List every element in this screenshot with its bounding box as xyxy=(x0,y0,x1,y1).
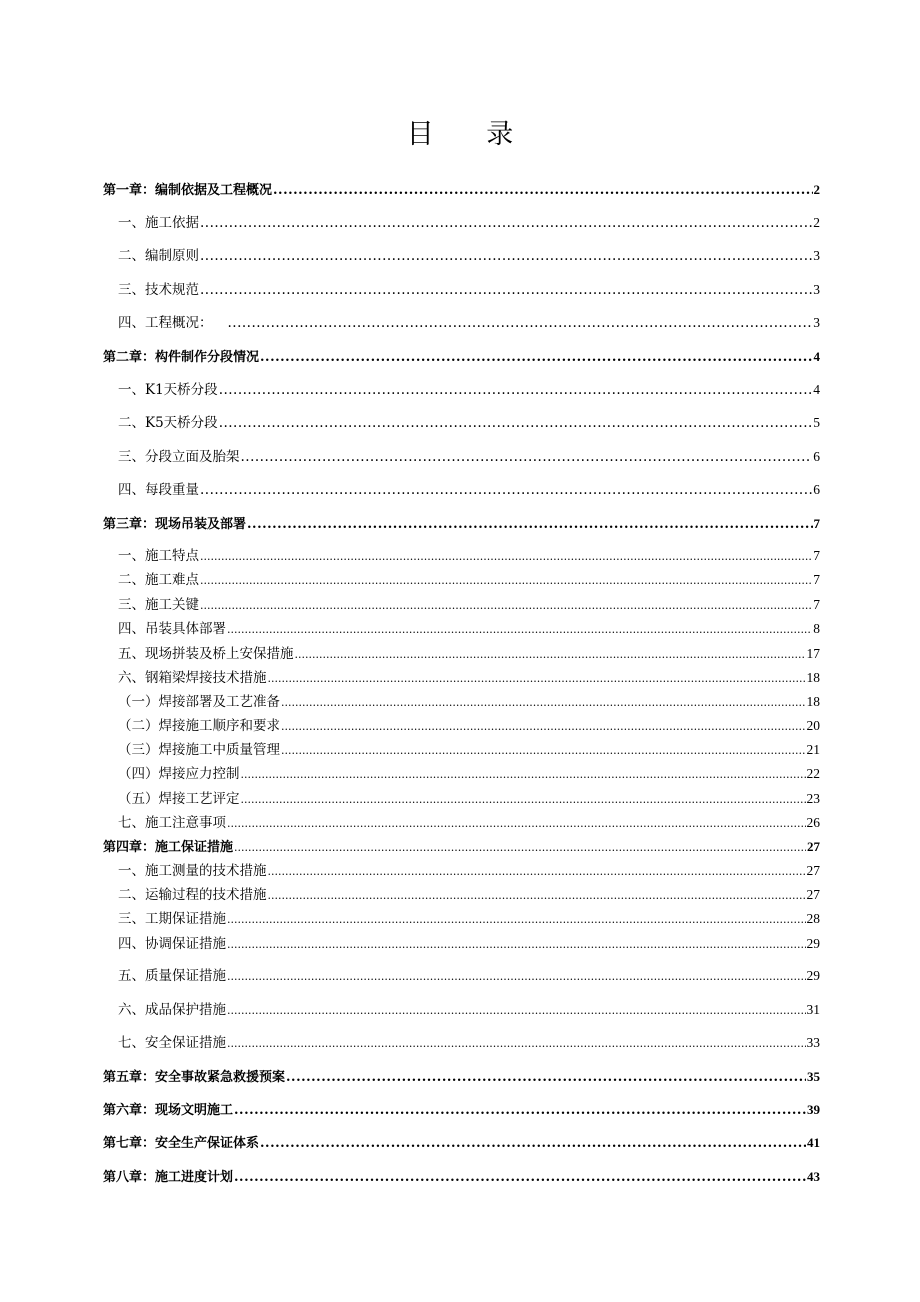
toc-entry[interactable] xyxy=(118,693,820,712)
toc-leader xyxy=(227,1035,806,1053)
toc-page-number: 8 xyxy=(813,621,820,636)
toc-entry[interactable] xyxy=(118,741,820,760)
toc-entry-label: 一、施工依据 xyxy=(118,215,199,231)
toc-leader xyxy=(273,182,812,200)
toc-entry[interactable] xyxy=(103,1068,820,1087)
toc-entry[interactable] xyxy=(118,314,820,332)
toc-page-number: 29 xyxy=(806,968,820,983)
toc-leader xyxy=(200,247,812,265)
toc-page-number: 41 xyxy=(807,1135,820,1150)
toc-leader xyxy=(200,214,812,232)
toc-entry-label: 二、编制原则 xyxy=(118,248,199,264)
toc-entry[interactable] xyxy=(118,596,820,615)
toc-leader xyxy=(227,1002,806,1020)
toc-entry-label: 三、分段立面及胎架 xyxy=(118,449,240,465)
toc-leader xyxy=(268,863,806,881)
page-title: 目 录 xyxy=(406,119,536,150)
toc-entry-label: 三、施工关键 xyxy=(118,597,199,613)
toc-page-number: 29 xyxy=(806,936,820,951)
toc-page-number: 21 xyxy=(806,742,820,757)
toc-leader xyxy=(268,670,806,688)
toc-entry-label: 第四章：施工保证措施 xyxy=(103,840,234,855)
toc-leader xyxy=(281,742,806,760)
toc-entry[interactable] xyxy=(118,886,820,905)
toc-leader xyxy=(219,414,813,432)
toc-entry[interactable] xyxy=(118,862,820,881)
toc-leader xyxy=(295,646,806,664)
toc-entry-label: 三、技术规范 xyxy=(118,282,199,298)
toc-entry-label: 四、每段重量 xyxy=(118,482,199,498)
toc-page-number: 23 xyxy=(806,791,820,806)
toc-leader xyxy=(241,766,806,784)
toc-entry-label: 四、工程概况： xyxy=(118,315,213,331)
toc-leader xyxy=(286,1069,806,1087)
toc-page-number: 28 xyxy=(806,911,820,926)
toc-page-number: 7 xyxy=(813,572,820,587)
toc-entry-label: 二、运输过程的技术措施 xyxy=(118,887,267,903)
toc-leader xyxy=(227,621,812,639)
toc-page-number: 5 xyxy=(813,415,820,430)
toc-entry[interactable] xyxy=(118,281,820,299)
toc-leader xyxy=(200,481,812,499)
toc-leader xyxy=(241,448,813,466)
toc-entry[interactable] xyxy=(103,1134,820,1153)
toc-page-number: 27 xyxy=(807,839,820,854)
toc-entry[interactable] xyxy=(118,645,820,664)
toc-page-number: 2 xyxy=(813,215,820,230)
toc-leader xyxy=(219,381,813,399)
toc-leader xyxy=(227,968,806,986)
toc-entry-label: 一、施工测量的技术措施 xyxy=(118,863,267,879)
toc-entry[interactable] xyxy=(118,717,820,736)
toc-leader xyxy=(268,887,806,905)
toc-entry[interactable] xyxy=(103,1101,820,1120)
toc-leader xyxy=(260,349,812,367)
toc-page-number: 7 xyxy=(813,597,820,612)
toc-entry[interactable] xyxy=(118,1001,820,1020)
toc-leader xyxy=(200,572,812,590)
toc-entry-label: 四、协调保证措施 xyxy=(118,936,226,952)
toc-entry-label: 第三章：现场吊装及部署 xyxy=(103,517,247,532)
toc-entry-label: 一、K1天桥分段 xyxy=(118,382,218,398)
toc-entry[interactable] xyxy=(103,1168,820,1187)
toc-page-number: 33 xyxy=(806,1035,820,1050)
toc-leader xyxy=(241,791,806,809)
toc-entry[interactable] xyxy=(118,481,820,499)
toc-page-number: 31 xyxy=(806,1002,820,1017)
toc-page-number: 17 xyxy=(806,646,820,661)
toc-entry-label: 三、工期保证措施 xyxy=(118,911,226,927)
toc-leader xyxy=(281,718,806,736)
toc-page-number: 3 xyxy=(813,282,820,297)
toc-page-number: 27 xyxy=(806,887,820,902)
toc-entry-label: （二）焊接施工顺序和要求 xyxy=(118,718,280,734)
toc-entry-label: （一）焊接部署及工艺准备 xyxy=(118,694,280,710)
toc-leader xyxy=(200,548,812,566)
toc-page-number: 27 xyxy=(806,863,820,878)
toc-entry-label: 一、施工特点 xyxy=(118,548,199,564)
toc-leader xyxy=(200,597,812,615)
toc-page-number: 4 xyxy=(813,349,820,364)
toc-entry[interactable] xyxy=(118,790,820,809)
toc-page-number: 18 xyxy=(806,670,820,685)
toc-entry[interactable] xyxy=(118,669,820,688)
toc-entry[interactable] xyxy=(103,515,820,534)
toc-leader xyxy=(228,314,813,332)
toc-entry[interactable] xyxy=(118,935,820,954)
toc-page-number: 6 xyxy=(813,482,820,497)
toc-entry-label: （四）焊接应力控制 xyxy=(118,766,240,782)
toc-entry[interactable] xyxy=(118,967,820,986)
toc-entry-label: 六、钢箱梁焊接技术措施 xyxy=(118,670,267,686)
toc-entry[interactable] xyxy=(118,247,820,265)
toc-entry-label: 七、施工注意事项 xyxy=(118,815,226,831)
toc-entry[interactable] xyxy=(118,414,820,432)
toc-page-number: 3 xyxy=(813,315,820,330)
toc-entry-label: 七、安全保证措施 xyxy=(118,1035,226,1051)
toc-page-number: 4 xyxy=(813,382,820,397)
toc-entry[interactable] xyxy=(118,448,820,466)
toc-entry[interactable] xyxy=(118,381,820,399)
toc-entry-label: 第五章：安全事故紧急救援预案 xyxy=(103,1070,286,1085)
toc-page-number: 6 xyxy=(813,449,820,464)
toc-page-number: 18 xyxy=(806,694,820,709)
toc-entry[interactable] xyxy=(118,620,820,639)
toc-leader xyxy=(200,281,812,299)
toc-entry-label: 五、现场拼装及桥上安保措施 xyxy=(118,646,294,662)
toc-entry-label: 第一章：编制依据及工程概况 xyxy=(103,183,273,198)
toc-page-number: 3 xyxy=(813,248,820,263)
toc-leader xyxy=(281,694,806,712)
toc-entry[interactable] xyxy=(103,348,820,367)
toc-entry-label: 二、施工难点 xyxy=(118,572,199,588)
toc-page-number: 20 xyxy=(806,718,820,733)
toc-entry-label: 第七章：安全生产保证体系 xyxy=(103,1136,260,1151)
toc-page-number: 39 xyxy=(807,1102,820,1117)
toc-leader xyxy=(247,516,812,534)
toc-entry[interactable] xyxy=(118,814,820,833)
toc-page-number: 7 xyxy=(813,516,820,531)
toc-leader xyxy=(227,815,806,833)
toc-entry-label: 二、K5天桥分段 xyxy=(118,415,218,431)
toc-page-number: 22 xyxy=(806,766,820,781)
toc-entry-label: （三）焊接施工中质量管理 xyxy=(118,742,280,758)
toc-entry[interactable] xyxy=(103,181,820,200)
toc-entry-label: （五）焊接工艺评定 xyxy=(118,791,240,807)
toc-entry[interactable] xyxy=(118,547,820,566)
toc-page-number: 35 xyxy=(807,1069,820,1084)
toc-page-number: 26 xyxy=(806,815,820,830)
toc-leader xyxy=(227,936,806,954)
toc-leader xyxy=(260,1135,806,1153)
toc-entry[interactable] xyxy=(118,214,820,232)
toc-leader xyxy=(234,839,806,857)
toc-entry[interactable] xyxy=(118,910,820,929)
toc-entry[interactable] xyxy=(118,765,820,784)
toc-entry[interactable] xyxy=(103,838,820,857)
toc-leader xyxy=(234,1169,806,1187)
toc-entry-label: 第八章：施工进度计划 xyxy=(103,1170,234,1185)
toc-leader xyxy=(234,1102,806,1120)
toc-page-number: 2 xyxy=(813,182,820,197)
toc-page-number: 43 xyxy=(807,1169,820,1184)
toc-page-number: 7 xyxy=(813,548,820,563)
toc-entry-label: 六、成品保护措施 xyxy=(118,1002,226,1018)
toc-entry[interactable] xyxy=(118,1034,820,1053)
toc-entry-label: 四、吊装具体部署 xyxy=(118,621,226,637)
toc-entry-label: 第六章：现场文明施工 xyxy=(103,1103,234,1118)
toc-entry-label: 第二章：构件制作分段情况 xyxy=(103,350,260,365)
toc-entry[interactable] xyxy=(118,571,820,590)
toc-leader xyxy=(227,911,806,929)
toc-entry-label: 五、质量保证措施 xyxy=(118,968,226,984)
